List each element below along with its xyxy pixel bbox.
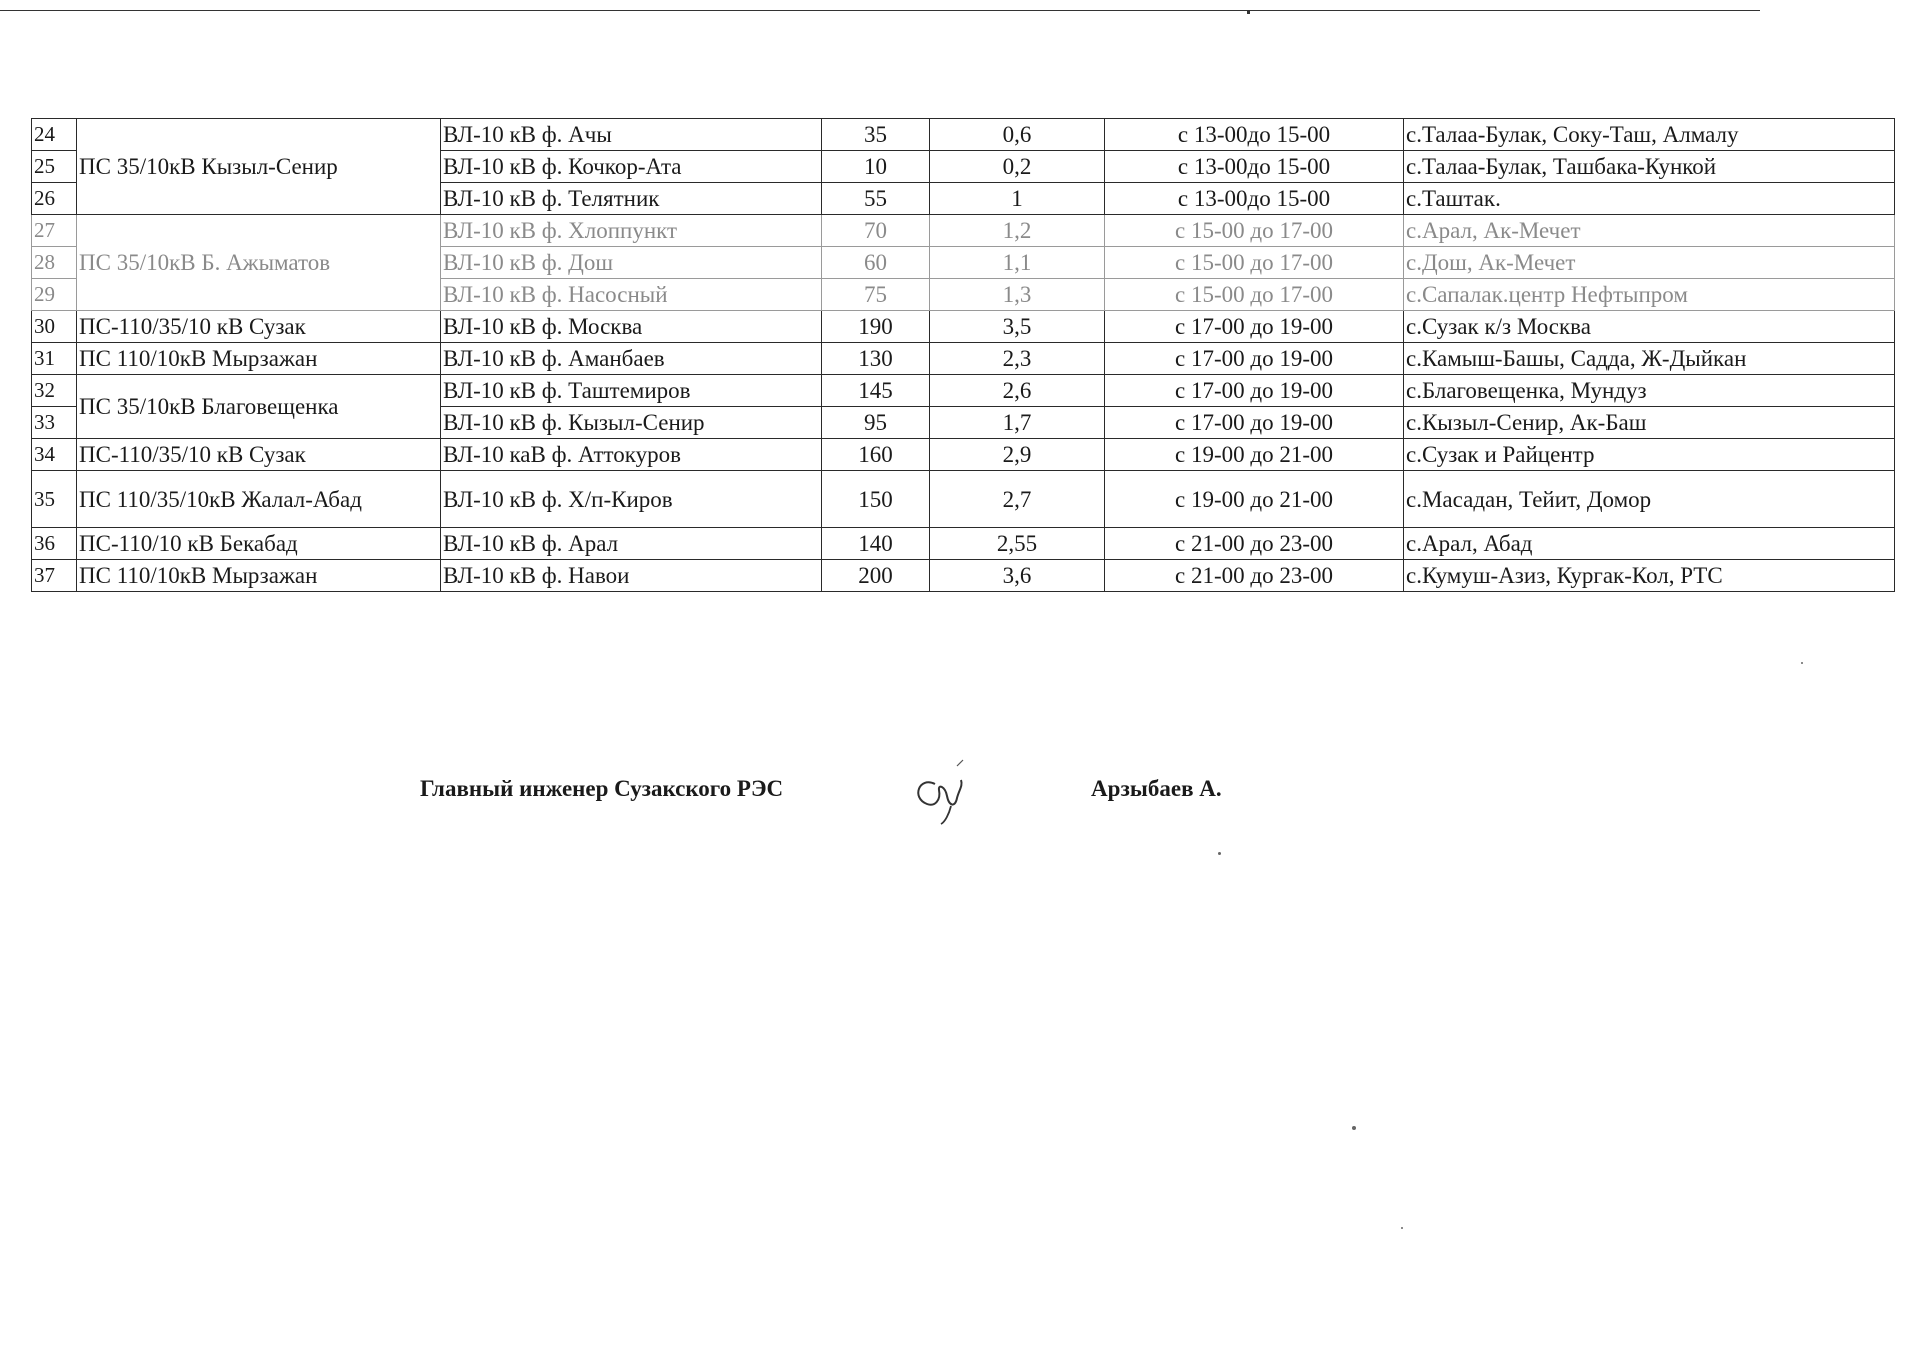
outage-time: с 19-00 до 21-00	[1105, 439, 1404, 471]
power-value: 2,9	[930, 439, 1105, 471]
villages: с.Таштак.	[1404, 183, 1895, 215]
villages: с.Сузак и Райцентр	[1404, 439, 1895, 471]
feeder-line: ВЛ-10 кВ ф. Хлоппункт	[441, 215, 822, 247]
table-row	[32, 215, 1895, 247]
top-rule-mark	[1247, 10, 1250, 14]
consumer-count: 75	[822, 279, 930, 311]
villages: с.Арал, Абад	[1404, 528, 1895, 560]
row-number: 31	[32, 343, 77, 375]
scan-speck	[1218, 852, 1221, 855]
scan-speck	[1352, 1126, 1356, 1130]
outage-time: с 15-00 до 17-00	[1105, 279, 1404, 311]
consumer-count: 190	[822, 311, 930, 343]
villages: с.Сузак к/з Москва	[1404, 311, 1895, 343]
row-number: 26	[32, 183, 77, 215]
row-number: 30	[32, 311, 77, 343]
feeder-line: ВЛ-10 кВ ф. Москва	[441, 311, 822, 343]
outage-time: с 17-00 до 19-00	[1105, 343, 1404, 375]
feeder-line: ВЛ-10 кВ ф. Кочкор-Ата	[441, 151, 822, 183]
row-number: 34	[32, 439, 77, 471]
substation-cell: ПС 110/10кВ Мырзажан	[77, 343, 441, 375]
outage-time: с 13-00до 15-00	[1105, 119, 1404, 151]
outage-schedule-table	[31, 118, 1895, 592]
power-value: 2,6	[930, 375, 1105, 407]
substation-cell: ПС 110/35/10кВ Жалал-Абад	[77, 471, 441, 528]
table-row	[32, 343, 1895, 375]
power-value: 0,2	[930, 151, 1105, 183]
substation-cell: ПС 35/10кВ Б. Ажыматов	[77, 215, 441, 311]
outage-time: с 15-00 до 17-00	[1105, 215, 1404, 247]
power-value: 3,6	[930, 560, 1105, 592]
feeder-line: ВЛ-10 кВ ф. Телятник	[441, 183, 822, 215]
handwritten-signature	[905, 746, 975, 826]
consumer-count: 60	[822, 247, 930, 279]
row-number: 35	[32, 471, 77, 528]
table-row	[32, 528, 1895, 560]
villages: с.Арал, Ак-Мечет	[1404, 215, 1895, 247]
feeder-line: ВЛ-10 кВ ф. Кызыл-Сенир	[441, 407, 822, 439]
villages: с.Благовещенка, Мундуз	[1404, 375, 1895, 407]
feeder-line: ВЛ-10 кВ ф. Ачы	[441, 119, 822, 151]
consumer-count: 160	[822, 439, 930, 471]
feeder-line: ВЛ-10 кВ ф. Таштемиров	[441, 375, 822, 407]
villages: с.Кумуш-Азиз, Кургак-Кол, РТС	[1404, 560, 1895, 592]
outage-time: с 21-00 до 23-00	[1105, 560, 1404, 592]
signatory-name: Арзыбаев А.	[1091, 776, 1222, 801]
outage-time: с 17-00 до 19-00	[1105, 311, 1404, 343]
feeder-line: ВЛ-10 кВ ф. Х/п-Киров	[441, 471, 822, 528]
row-number: 24	[32, 119, 77, 151]
feeder-line: ВЛ-10 кВ ф. Аманбаев	[441, 343, 822, 375]
signature-block	[0, 776, 1920, 836]
substation-cell: ПС 35/10кВ Благовещенка	[77, 375, 441, 439]
power-value: 1,1	[930, 247, 1105, 279]
consumer-count: 145	[822, 375, 930, 407]
consumer-count: 70	[822, 215, 930, 247]
top-rule	[0, 10, 1760, 11]
outage-time: с 15-00 до 17-00	[1105, 247, 1404, 279]
villages: с.Талаа-Булак, Соку-Таш, Алмалу	[1404, 119, 1895, 151]
outage-time: с 13-00до 15-00	[1105, 151, 1404, 183]
row-number: 27	[32, 215, 77, 247]
table-row	[32, 375, 1895, 407]
consumer-count: 140	[822, 528, 930, 560]
row-number: 36	[32, 528, 77, 560]
feeder-line: ВЛ-10 каВ ф. Аттокуров	[441, 439, 822, 471]
outage-time: с 17-00 до 19-00	[1105, 407, 1404, 439]
substation-cell: ПС-110/35/10 кВ Сузак	[77, 311, 441, 343]
consumer-count: 55	[822, 183, 930, 215]
power-value: 2,7	[930, 471, 1105, 528]
villages: с.Сапалак.центр Нефтыпром	[1404, 279, 1895, 311]
substation-cell: ПС 35/10кВ Кызыл-Сенир	[77, 119, 441, 215]
row-number: 29	[32, 279, 77, 311]
villages: с.Масадан, Тейит, Домор	[1404, 471, 1895, 528]
substation-cell: ПС 110/10кВ Мырзажан	[77, 560, 441, 592]
power-value: 1,3	[930, 279, 1105, 311]
consumer-count: 35	[822, 119, 930, 151]
scan-speck	[1801, 662, 1803, 664]
outage-time: с 13-00до 15-00	[1105, 183, 1404, 215]
power-value: 2,3	[930, 343, 1105, 375]
table-row	[32, 439, 1895, 471]
feeder-line: ВЛ-10 кВ ф. Дош	[441, 247, 822, 279]
row-number: 25	[32, 151, 77, 183]
consumer-count: 200	[822, 560, 930, 592]
villages: с.Талаа-Булак, Ташбака-Кункой	[1404, 151, 1895, 183]
power-value: 1,2	[930, 215, 1105, 247]
row-number: 33	[32, 407, 77, 439]
consumer-count: 150	[822, 471, 930, 528]
table-row	[32, 119, 1895, 151]
feeder-line: ВЛ-10 кВ ф. Насосный	[441, 279, 822, 311]
villages: с.Камыш-Башы, Садда, Ж-Дыйкан	[1404, 343, 1895, 375]
villages: с.Дош, Ак-Мечет	[1404, 247, 1895, 279]
outage-time: с 17-00 до 19-00	[1105, 375, 1404, 407]
table-row	[32, 471, 1895, 528]
substation-cell: ПС-110/35/10 кВ Сузак	[77, 439, 441, 471]
power-value: 1	[930, 183, 1105, 215]
power-value: 0,6	[930, 119, 1105, 151]
consumer-count: 95	[822, 407, 930, 439]
row-number: 28	[32, 247, 77, 279]
power-value: 2,55	[930, 528, 1105, 560]
villages: с.Кызыл-Сенир, Ак-Баш	[1404, 407, 1895, 439]
outage-time: с 19-00 до 21-00	[1105, 471, 1404, 528]
consumer-count: 130	[822, 343, 930, 375]
power-value: 1,7	[930, 407, 1105, 439]
scan-speck	[1401, 1227, 1403, 1229]
substation-cell: ПС-110/10 кВ Бекабад	[77, 528, 441, 560]
row-number: 32	[32, 375, 77, 407]
signatory-title: Главный инженер Сузакского РЭС	[420, 776, 784, 801]
row-number: 37	[32, 560, 77, 592]
table-row	[32, 560, 1895, 592]
consumer-count: 10	[822, 151, 930, 183]
table-row	[32, 311, 1895, 343]
feeder-line: ВЛ-10 кВ ф. Навои	[441, 560, 822, 592]
feeder-line: ВЛ-10 кВ ф. Арал	[441, 528, 822, 560]
power-value: 3,5	[930, 311, 1105, 343]
outage-time: с 21-00 до 23-00	[1105, 528, 1404, 560]
